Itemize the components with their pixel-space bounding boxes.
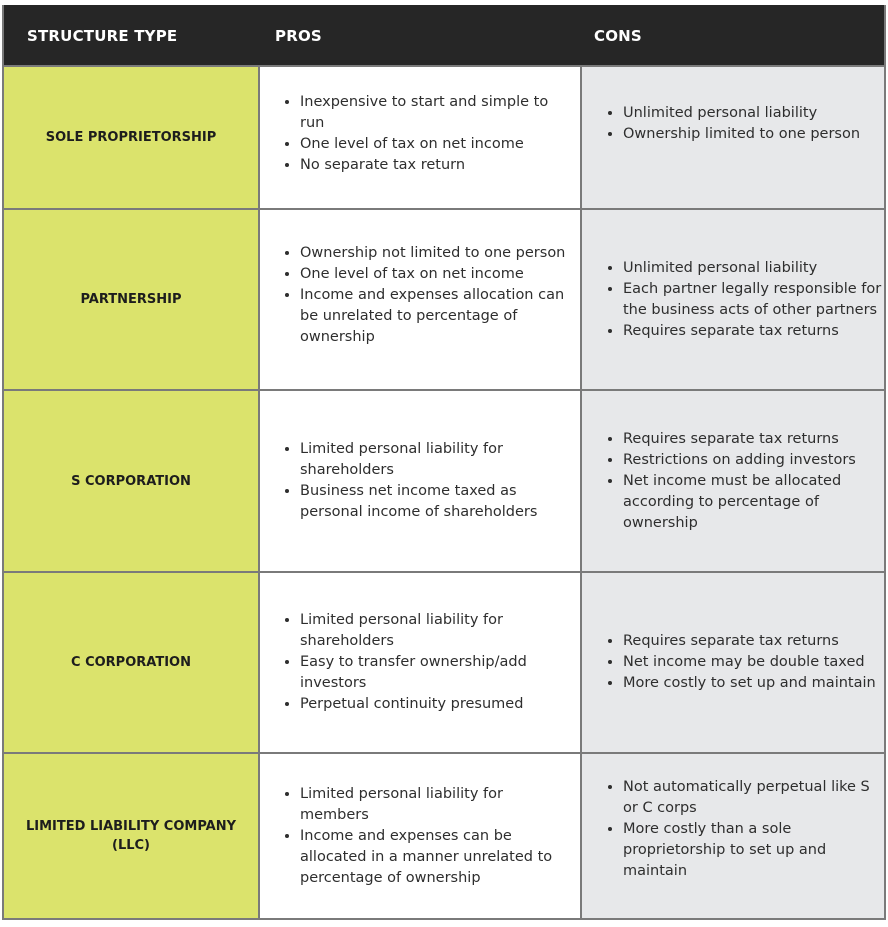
cons-list-item: • More costly than a sole proprietorship to set up and maintain [623, 819, 882, 882]
business-structure-table [2, 5, 886, 920]
table-row-llc [3, 753, 885, 919]
header-pros: PROS [275, 27, 322, 45]
table-row-s-corporation [3, 390, 885, 572]
pros-list [260, 92, 580, 176]
pros-list [260, 610, 580, 715]
cons-cell [581, 572, 885, 753]
pros-list-item: • Income and expenses can be allocated in a manner unrelated to percentage of ownership [300, 826, 576, 889]
pros-list-item: • Income and expenses allocation can be unrelated to percentage of ownership [300, 285, 576, 348]
cons-list [582, 429, 884, 534]
pros-list-item: • Easy to transfer ownership/add investors [300, 652, 576, 694]
table-row-partnership [3, 209, 885, 390]
pros-list-item: • Ownership not limited to one person [300, 243, 576, 264]
cons-list-item: • Restrictions on adding investors [623, 450, 882, 471]
cons-list-item: • Requires separate tax returns [623, 631, 882, 652]
header-cons: CONS [594, 27, 642, 45]
structure-type-cell: PARTNERSHIP [3, 209, 259, 390]
structure-type-cell: SOLE PROPRIETORSHIP [3, 66, 259, 209]
structure-type-cell: LIMITED LIABILITY COMPANY (LLC) [3, 753, 259, 919]
table-body [3, 66, 885, 919]
pros-list-item: • One level of tax on net income [300, 264, 576, 285]
cons-cell [581, 753, 885, 919]
pros-list [260, 243, 580, 348]
cons-cell [581, 66, 885, 209]
pros-list-item: • No separate tax return [300, 155, 576, 176]
pros-list-item: • Limited personal liability for members [300, 784, 576, 826]
cons-list-item: • Ownership limited to one person [623, 124, 882, 145]
cons-list-item: • Unlimited personal liability [623, 258, 882, 279]
cons-list-item: • Requires separate tax returns [623, 321, 882, 342]
pros-list-item: • Inexpensive to start and simple to run [300, 92, 576, 134]
cons-list [582, 777, 884, 882]
pros-cell [259, 66, 581, 209]
cons-list-item: • Net income must be allocated according to percentage of ownership [623, 471, 882, 534]
structure-type-cell: C CORPORATION [3, 572, 259, 753]
cons-list-item: • Not automatically perpetual like S or C corps [623, 777, 882, 819]
pros-list-item: • One level of tax on net income [300, 134, 576, 155]
cons-list-item: • More costly to set up and maintain [623, 673, 882, 694]
cons-cell [581, 209, 885, 390]
cons-list-item: • Unlimited personal liability [623, 103, 882, 124]
pros-cell [259, 753, 581, 919]
cons-list [582, 103, 884, 145]
header-row [3, 5, 885, 66]
table-header [3, 5, 885, 66]
cons-list [582, 258, 884, 342]
header-structure-type: STRUCTURE TYPE [27, 27, 178, 45]
pros-cell [259, 390, 581, 572]
pros-cell [259, 209, 581, 390]
cons-list-item: • Each partner legally responsible for the business acts of other partners [623, 279, 882, 321]
pros-list-item: • Business net income taxed as personal income of shareholders [300, 481, 576, 523]
pros-list [260, 439, 580, 523]
cons-list-item: • Net income may be double taxed [623, 652, 882, 673]
cons-cell [581, 390, 885, 572]
pros-list [260, 784, 580, 889]
table-row-sole-proprietorship [3, 66, 885, 209]
pros-list-item: • Limited personal liability for shareholders [300, 439, 576, 481]
cons-list [582, 631, 884, 694]
pros-cell [259, 572, 581, 753]
structure-type-cell: S CORPORATION [3, 390, 259, 572]
cons-list-item: • Requires separate tax returns [623, 429, 882, 450]
table-row-c-corporation [3, 572, 885, 753]
pros-list-item: • Perpetual continuity presumed [300, 694, 576, 715]
pros-list-item: • Limited personal liability for shareholders [300, 610, 576, 652]
